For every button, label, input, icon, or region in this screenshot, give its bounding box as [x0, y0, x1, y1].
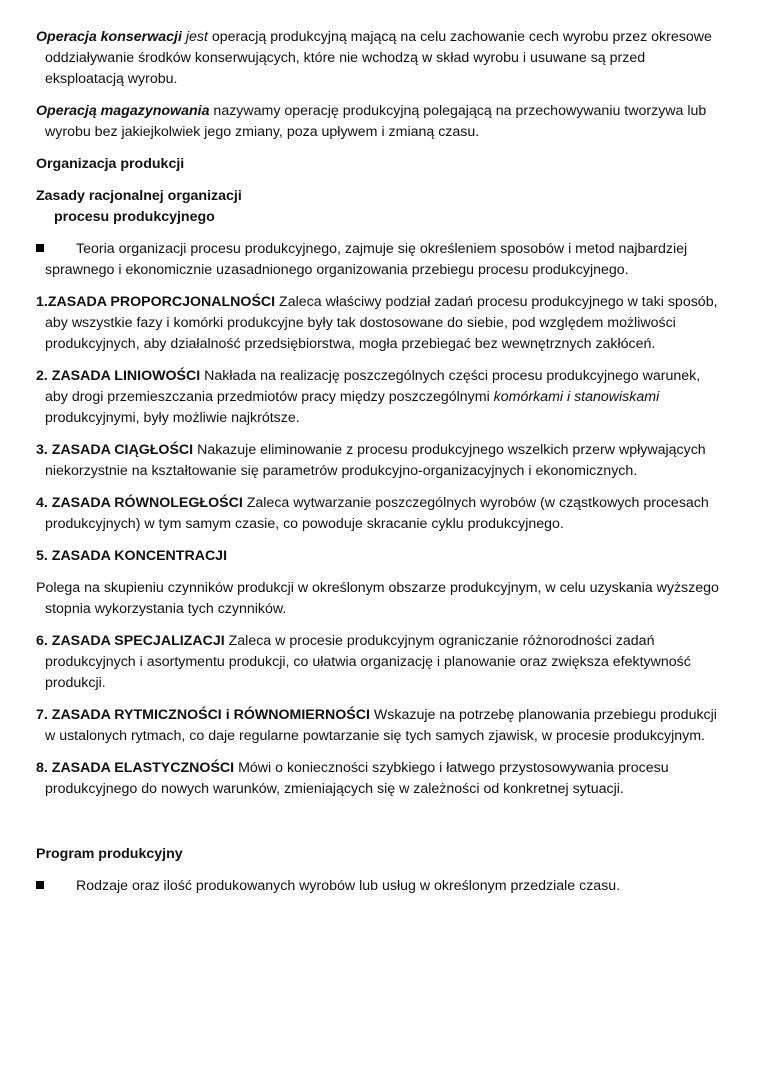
principle-2	[36, 366, 724, 429]
principle-2-italic: komórkami i stanowiskami	[493, 389, 660, 405]
principle-1	[36, 292, 724, 355]
principle-7-title: 7. ZASADA RYTMICZNOŚCI i RÓWNOMIERNOŚCI	[36, 707, 370, 723]
principle-7	[36, 705, 724, 747]
principle-5-title: 5. ZASADA KONCENTRACJI	[36, 548, 228, 564]
intro-bullet-text: Teoria organizacji procesu produkcyjnego, zajmuje się określeniem sposobów i metod najbardziej sprawnego i ekonomicznie uzasadnionego organizowania przebiegu procesu produkcyjnego.	[45, 241, 688, 278]
word-jest: jest	[181, 29, 208, 45]
principle-6-title: 6. ZASADA SPECJALIZACJI	[36, 633, 225, 649]
paragraph-magazynowanie	[36, 101, 724, 143]
principle-6	[36, 631, 724, 694]
principle-2-text-a: Nakłada na realizację poszczególnych części procesu produkcyjnego warunek, aby drogi przemieszczania przedmiotów pracy między poszczególnymi	[45, 368, 701, 405]
text-magazynowanie: nazywamy operację produkcyjną polegającą na przechowywaniu tworzywa lub wyrobu bez jakiejkolwiek jego zmiany, poza upływem i zmianą czasu.	[45, 103, 707, 140]
principle-3-text: Nakazuje eliminowanie z procesu produkcyjnego wszelkich przerw wpływających niekorzystnie na kształtowanie się parametrów produkcyjno-organizacyjnych i ekonomicznych.	[45, 442, 706, 479]
heading-zasady-line2: procesu produkcyjnego	[54, 209, 215, 225]
principle-2-title: 2. ZASADA LINIOWOŚCI	[36, 368, 201, 384]
term-konserwacja: Operacja konserwacji	[36, 29, 182, 45]
heading-organizacja: Organizacja produkcji	[36, 156, 185, 172]
text-konserwacja: operacją produkcyjną mającą na celu zachowanie cech wyrobu przez okresowe oddziaływanie środków konserwujących, które nie wchodzą w skład wyrobu i usuwane są przed eksploatacją wyrobu.	[45, 29, 712, 87]
principle-3	[36, 440, 724, 482]
principle-7-text: Wskazuje na potrzebę planowania przebiegu produkcji w ustalonych rytmach, co daje regularne powtarzanie się tych samych zjawisk, w procesie produkcyjnym.	[45, 707, 717, 744]
principle-3-title: 3. ZASADA CIĄGŁOŚCI	[36, 442, 194, 458]
heading-zasady	[36, 186, 724, 228]
square-bullet-icon	[36, 881, 44, 889]
principle-2-text-b: produkcyjnymi, były możliwie najkrótsze.	[45, 410, 300, 426]
paragraph-konserwacja	[36, 27, 724, 90]
program-bullet-text: Rodzaje oraz ilość produkowanych wyrobów lub usług w określonym przedziale czasu.	[76, 878, 621, 894]
spacer	[36, 811, 724, 844]
square-bullet-icon	[36, 244, 44, 252]
heading-program: Program produkcyjny	[36, 846, 183, 862]
principle-1-text: Zaleca właściwy podział zadań procesu produkcyjnego w taki sposób, aby wszystkie fazy i komórki produkcyjne były tak dostosowane do siebie, pod względem możliwości produkcyjnych, aby działalność przedsiębiorstwa, mogła przebiegać bez wewnętrznych zakłóceń.	[45, 294, 718, 352]
principle-8-text: Mówi o konieczności szybkiego i łatwego przystosowywania procesu produkcyjnego do nowych warunków, zmieniających się w zależności od konkretnej sytuacji.	[45, 760, 669, 797]
program-bullet-item	[36, 876, 724, 897]
principle-4	[36, 493, 724, 535]
principle-4-text: Zaleca wytwarzanie poszczególnych wyrobów (w cząstkowych procesach produkcyjnych) w tym samym czasie, co powoduje skracanie cyklu produkcyjnego.	[45, 495, 709, 532]
principle-5-text: Polega na skupieniu czynników produkcji w określonym obszarze produkcyjnym, w celu uzyskania wyższego stopnia wykorzystania tych czynników.	[36, 580, 719, 617]
principle-4-title: 4. ZASADA RÓWNOLEGŁOŚCI	[36, 495, 243, 511]
principle-8-title: 8. ZASADA ELASTYCZNOŚCI	[36, 760, 235, 776]
principle-1-title: 1.ZASADA PROPORCJONALNOŚCI	[36, 294, 276, 310]
intro-bullet-item	[36, 239, 724, 281]
term-magazynowanie: Operacją magazynowania	[36, 103, 210, 119]
principle-8	[36, 758, 724, 800]
principle-6-text: Zaleca w procesie produkcyjnym ograniczanie różnorodności zadań produkcyjnych i asortymentu produkcji, co ułatwia organizację i planowanie oraz zwiększa efektywność produkcji.	[45, 633, 691, 691]
heading-zasady-line1: Zasady racjonalnej organizacji	[36, 188, 242, 204]
